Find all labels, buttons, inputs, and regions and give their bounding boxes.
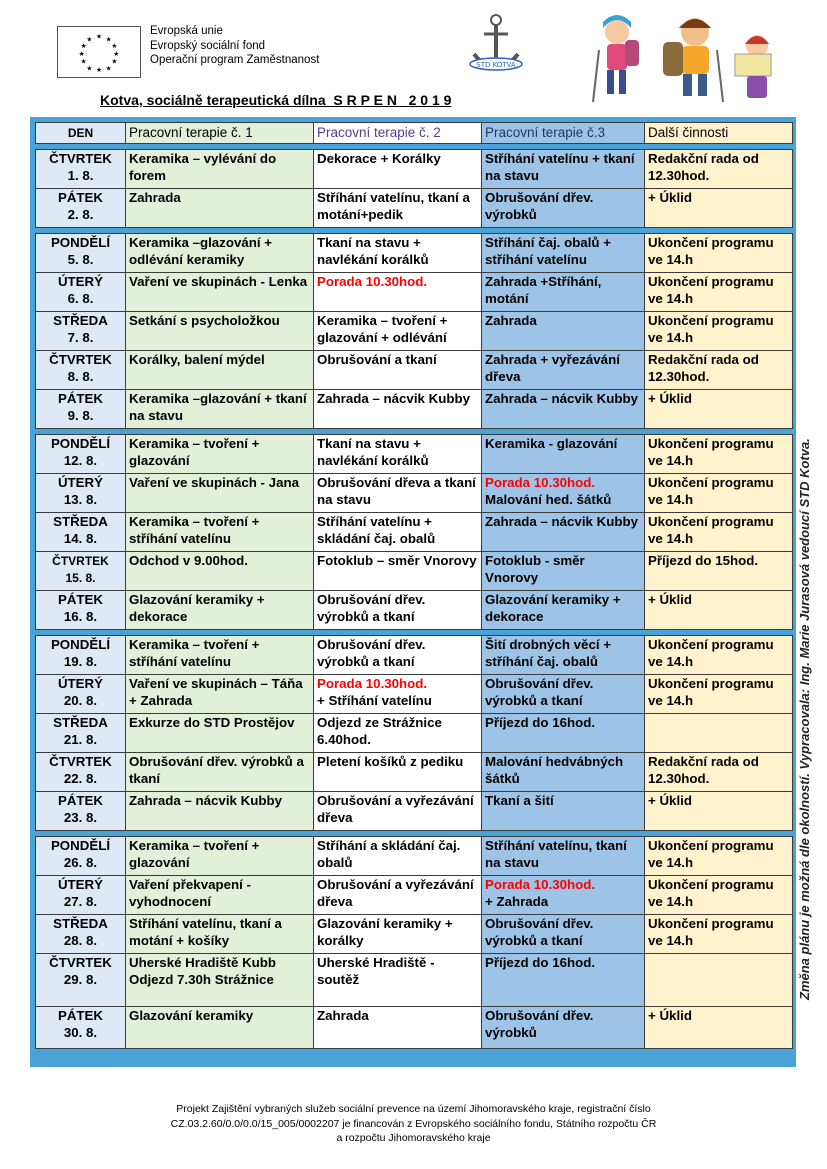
table-row bbox=[36, 552, 793, 591]
footer bbox=[0, 1102, 827, 1146]
day-name: ČTVRTEK bbox=[49, 151, 112, 166]
day-cell bbox=[36, 636, 126, 675]
activity-cell: + Úklid bbox=[645, 792, 793, 831]
activity-cell: Keramika - glazování bbox=[482, 435, 645, 474]
day-date: 19. 8. bbox=[63, 653, 98, 669]
activity-cell: Glazování keramiky + dekorace bbox=[126, 591, 314, 630]
table-row bbox=[36, 1007, 793, 1049]
day-date: 8. 8. bbox=[67, 368, 94, 384]
day-date: 14. 8. bbox=[63, 530, 98, 546]
day-name: PONDĚLÍ bbox=[50, 436, 111, 451]
table-row bbox=[36, 390, 793, 429]
day-cell bbox=[36, 675, 126, 714]
table-row bbox=[36, 513, 793, 552]
column-header: Pracovní terapie č.3 bbox=[482, 123, 645, 144]
activity-cell bbox=[482, 876, 645, 915]
svg-text:★: ★ bbox=[80, 42, 87, 51]
activity-cell: Glazování keramiky bbox=[126, 1007, 314, 1049]
day-name: PONDĚLÍ bbox=[50, 637, 111, 652]
day-name: PONDĚLÍ bbox=[50, 838, 111, 853]
table-row bbox=[36, 915, 793, 954]
activity-cell: Stříhání vatelínu + skládání čaj. obalů bbox=[314, 513, 482, 552]
activity-cell: Vaření ve skupinách - Jana bbox=[126, 474, 314, 513]
activity-cell: Ukončení programu ve 14.h bbox=[645, 837, 793, 876]
day-cell bbox=[36, 474, 126, 513]
activity-cell: + Úklid bbox=[645, 189, 793, 228]
day-date: 27. 8. bbox=[63, 893, 98, 909]
day-date: 6. 8. bbox=[67, 290, 94, 306]
table-row bbox=[36, 837, 793, 876]
page-title: Kotva, sociálně terapeutická dílna S R P E N 2 0 1 9 bbox=[100, 92, 452, 108]
activity-cell: Zahrada – nácvik Kubby bbox=[482, 390, 645, 429]
day-name: PÁTEK bbox=[57, 1008, 104, 1023]
table-row bbox=[36, 312, 793, 351]
activity-cell: Zahrada bbox=[126, 189, 314, 228]
day-cell bbox=[36, 837, 126, 876]
day-cell bbox=[36, 312, 126, 351]
day-name: STŘEDA bbox=[53, 715, 108, 730]
day-name: ÚTERÝ bbox=[57, 877, 104, 892]
activity-cell: Obrušování dřev. výrobků a tkaní bbox=[314, 591, 482, 630]
day-name: PÁTEK bbox=[57, 190, 104, 205]
activity-cell: Malování hedvábných šátků bbox=[482, 753, 645, 792]
meeting-text: Porada 10.30hod. bbox=[485, 877, 596, 892]
svg-text:★: ★ bbox=[105, 64, 112, 73]
activity-cell: Zahrada – nácvik Kubby bbox=[314, 390, 482, 429]
day-name: STŘEDA bbox=[53, 514, 108, 529]
table-row bbox=[36, 351, 793, 390]
activity-cell: Obrušování dřev. výrobků bbox=[482, 189, 645, 228]
eu-program-text bbox=[150, 24, 319, 68]
table-row bbox=[36, 714, 793, 753]
day-cell bbox=[36, 915, 126, 954]
table-row bbox=[36, 753, 793, 792]
svg-text:★: ★ bbox=[111, 42, 118, 51]
day-date: 20. 8. bbox=[63, 692, 98, 708]
activity-cell: Keramika – tvoření + stříhání vatelínu bbox=[126, 513, 314, 552]
day-date: 29. 8. bbox=[63, 971, 98, 987]
activity-cell bbox=[314, 675, 482, 714]
activity-cell: Ukončení programu ve 14.h bbox=[645, 915, 793, 954]
day-date: 5. 8. bbox=[67, 251, 94, 267]
activity-cell: Redakční rada od 12.30hod. bbox=[645, 753, 793, 792]
activity-cell: Zahrada bbox=[482, 312, 645, 351]
day-name: STŘEDA bbox=[53, 916, 108, 931]
day-cell bbox=[36, 273, 126, 312]
day-cell bbox=[36, 435, 126, 474]
table-row bbox=[36, 234, 793, 273]
day-date: 1. 8. bbox=[67, 167, 94, 183]
day-cell bbox=[36, 513, 126, 552]
activity-cell: Obrušování dřev. výrobků a tkaní bbox=[314, 636, 482, 675]
day-date: 30. 8. bbox=[63, 1024, 98, 1040]
day-name: PÁTEK bbox=[57, 391, 104, 406]
activity-cell bbox=[482, 474, 645, 513]
day-date: 16. 8. bbox=[63, 608, 98, 624]
day-date: 9. 8. bbox=[67, 407, 94, 423]
svg-text:★: ★ bbox=[111, 57, 118, 66]
table-row bbox=[36, 474, 793, 513]
svg-text:★: ★ bbox=[95, 66, 103, 75]
activity-cell: Ukončení programu ve 14.h bbox=[645, 474, 793, 513]
footer-line: a rozpočtu Jihomoravského kraje bbox=[336, 1132, 491, 1144]
day-date: 2. 8. bbox=[67, 206, 94, 222]
activity-cell: Obrušování dřev. výrobků a tkaní bbox=[482, 915, 645, 954]
table-row bbox=[36, 675, 793, 714]
day-name: ÚTERÝ bbox=[57, 676, 104, 691]
day-name: PONDĚLÍ bbox=[50, 235, 111, 250]
table-row bbox=[36, 792, 793, 831]
day-cell bbox=[36, 753, 126, 792]
activity-cell: Tkaní na stavu + navlékání korálků bbox=[314, 234, 482, 273]
day-cell bbox=[36, 351, 126, 390]
meeting-text: Porada 10.30hod. bbox=[485, 475, 596, 490]
column-header: Další činnosti bbox=[645, 123, 793, 144]
activity-cell: Redakční rada od 12.30hod. bbox=[645, 150, 793, 189]
day-date: 15. 8. bbox=[65, 570, 96, 585]
activity-cell: Zahrada – nácvik Kubby bbox=[126, 792, 314, 831]
activity-cell: Ukončení programu ve 14.h bbox=[645, 435, 793, 474]
day-name: ČTVRTEK bbox=[49, 955, 112, 970]
day-name: PÁTEK bbox=[57, 592, 104, 607]
table-row bbox=[36, 273, 793, 312]
svg-text:★: ★ bbox=[86, 35, 93, 44]
activity-cell: Keramika –glazování + odlévání keramiky bbox=[126, 234, 314, 273]
day-name: PÁTEK bbox=[57, 793, 104, 808]
activity-cell: Stříhání vatelínu + tkaní na stavu bbox=[482, 150, 645, 189]
activity-cell: Příjezd do 16hod. bbox=[482, 714, 645, 753]
activity-cell: Uherské Hradiště Kubb Odjezd 7.30h Strážnice bbox=[126, 954, 314, 1007]
activity-cell: Šití drobných věcí + stříhání čaj. obalů bbox=[482, 636, 645, 675]
activity-cell: Ukončení programu ve 14.h bbox=[645, 234, 793, 273]
activity-cell: Redakční rada od 12.30hod. bbox=[645, 351, 793, 390]
day-name: ÚTERÝ bbox=[57, 475, 104, 490]
column-header: Pracovní terapie č. 2 bbox=[314, 123, 482, 144]
anchor-logo-icon bbox=[466, 12, 526, 84]
activity-cell bbox=[645, 954, 793, 1007]
day-name: ČTVRTEK bbox=[52, 554, 109, 568]
activity-cell: + Úklid bbox=[645, 390, 793, 429]
column-header: Pracovní terapie č. 1 bbox=[126, 123, 314, 144]
svg-text:★: ★ bbox=[78, 49, 85, 58]
day-cell bbox=[36, 954, 126, 1007]
day-name: ÚTERÝ bbox=[57, 274, 104, 289]
schedule-table bbox=[35, 122, 793, 1049]
activity-cell: Glazování keramiky + korálky bbox=[314, 915, 482, 954]
svg-text:★: ★ bbox=[80, 57, 87, 66]
day-name: ČTVRTEK bbox=[49, 352, 112, 367]
day-date: 22. 8. bbox=[63, 770, 98, 786]
day-cell bbox=[36, 714, 126, 753]
activity-cell: Obrušování a tkaní bbox=[314, 351, 482, 390]
activity-cell: Tkaní a šití bbox=[482, 792, 645, 831]
activity-cell: Fotoklub – směr Vnorovy bbox=[314, 552, 482, 591]
activity-text: + Stříhání vatelínu bbox=[317, 692, 432, 708]
activity-cell: Stříhání čaj. obalů + stříhání vatelínu bbox=[482, 234, 645, 273]
activity-cell: Vaření ve skupinách - Lenka bbox=[126, 273, 314, 312]
day-cell bbox=[36, 591, 126, 630]
activity-cell: Setkání s psycholožkou bbox=[126, 312, 314, 351]
day-date: 7. 8. bbox=[67, 329, 94, 345]
activity-cell: Pletení košíků z pediku bbox=[314, 753, 482, 792]
table-row bbox=[36, 150, 793, 189]
activity-cell: Obrušování a vyřezávání dřeva bbox=[314, 876, 482, 915]
activity-cell: Uherské Hradiště - soutěž bbox=[314, 954, 482, 1007]
activity-cell: Keramika – tvoření + glazování + odlévání bbox=[314, 312, 482, 351]
activity-cell: Vaření ve skupinách – Táňa + Zahrada bbox=[126, 675, 314, 714]
table-row bbox=[36, 876, 793, 915]
activity-cell: Obrušování dřev. výrobků a tkaní bbox=[126, 753, 314, 792]
table-row bbox=[36, 636, 793, 675]
day-name: ČTVRTEK bbox=[49, 754, 112, 769]
activity-cell: Zahrada bbox=[314, 1007, 482, 1049]
table-row bbox=[36, 591, 793, 630]
activity-cell: + Úklid bbox=[645, 1007, 793, 1049]
svg-text:★: ★ bbox=[105, 35, 112, 44]
activity-cell: Stříhání vatelínu, tkaní a motání+pedik bbox=[314, 189, 482, 228]
day-date: 23. 8. bbox=[63, 809, 98, 825]
svg-text:★: ★ bbox=[86, 64, 93, 73]
activity-cell: Exkurze do STD Prostějov bbox=[126, 714, 314, 753]
svg-text:★: ★ bbox=[95, 32, 103, 41]
meeting-text: Porada 10.30hod. bbox=[317, 676, 428, 691]
table-row bbox=[36, 189, 793, 228]
svg-text:★: ★ bbox=[113, 49, 120, 58]
activity-text: Malování hed. šátků bbox=[485, 491, 612, 507]
day-cell bbox=[36, 234, 126, 273]
activity-cell: Dekorace + Korálky bbox=[314, 150, 482, 189]
activity-cell: Ukončení programu ve 14.h bbox=[645, 312, 793, 351]
activity-cell: Keramika – tvoření + glazování bbox=[126, 837, 314, 876]
activity-cell: Keramika –glazování + tkaní na stavu bbox=[126, 390, 314, 429]
day-cell bbox=[36, 876, 126, 915]
activity-cell: Keramika – tvoření + stříhání vatelínu bbox=[126, 636, 314, 675]
day-cell bbox=[36, 390, 126, 429]
hiking-kids-illustration bbox=[585, 10, 785, 106]
day-cell bbox=[36, 189, 126, 228]
activity-cell: Ukončení programu ve 14.h bbox=[645, 876, 793, 915]
day-date: 21. 8. bbox=[63, 731, 98, 747]
activity-cell: Ukončení programu ve 14.h bbox=[645, 273, 793, 312]
day-cell bbox=[36, 552, 126, 591]
activity-cell: Fotoklub - směr Vnorovy bbox=[482, 552, 645, 591]
day-date: 26. 8. bbox=[63, 854, 98, 870]
footer-line: Projekt Zajištění vybraných služeb sociální prevence na území Jihomoravského kraje, registrační číslo bbox=[176, 1103, 651, 1115]
table-row bbox=[36, 954, 793, 1007]
activity-cell: Zahrada +Stříhání, motání bbox=[482, 273, 645, 312]
eu-line: Operační program Zaměstnanost bbox=[150, 54, 320, 66]
day-cell bbox=[36, 150, 126, 189]
eu-flag-icon bbox=[57, 26, 141, 78]
activity-cell: Odchod v 9.00hod. bbox=[126, 552, 314, 591]
table-row bbox=[36, 435, 793, 474]
activity-cell: Vaření překvapení - vyhodnocení bbox=[126, 876, 314, 915]
activity-cell: + Úklid bbox=[645, 591, 793, 630]
activity-cell: Obrušování dřev. výrobků bbox=[482, 1007, 645, 1049]
activity-cell: Ukončení programu ve 14.h bbox=[645, 513, 793, 552]
activity-cell: Keramika – vylévání do forem bbox=[126, 150, 314, 189]
side-note: Změna plánu je možná dle okolností. Vypracovala: Ing. Marie Jurasová vedoucí STD Kotva. bbox=[797, 438, 812, 1000]
meeting-cell: Porada 10.30hod. bbox=[314, 273, 482, 312]
logo-text: STD KOTVA bbox=[476, 61, 516, 69]
activity-cell: Glazování keramiky + dekorace bbox=[482, 591, 645, 630]
activity-cell: Stříhání vatelínu, tkaní a motání + košíky bbox=[126, 915, 314, 954]
activity-cell: Obrušování dřeva a tkaní na stavu bbox=[314, 474, 482, 513]
activity-cell: Stříhání vatelínu, tkaní na stavu bbox=[482, 837, 645, 876]
activity-cell bbox=[645, 714, 793, 753]
activity-cell: Příjezd do 15hod. bbox=[645, 552, 793, 591]
eu-line: Evropská unie bbox=[150, 25, 223, 37]
footer-line: CZ.03.2.60/0.0/0.0/15_005/0002207 je financován z Evropského sociálního fondu, Státního rozpočtu ČR bbox=[170, 1117, 657, 1130]
activity-cell: Obrušování a vyřezávání dřeva bbox=[314, 792, 482, 831]
day-name: STŘEDA bbox=[53, 313, 108, 328]
activity-cell: Korálky, balení mýdel bbox=[126, 351, 314, 390]
activity-text: + Zahrada bbox=[485, 893, 549, 909]
column-header: DEN bbox=[36, 123, 126, 144]
eu-line: Evropský sociální fond bbox=[150, 39, 266, 52]
day-cell bbox=[36, 1007, 126, 1049]
day-date: 28. 8. bbox=[63, 932, 98, 948]
activity-cell: Tkaní na stavu + navlékání korálků bbox=[314, 435, 482, 474]
activity-cell: Stříhání a skládání čaj. obalů bbox=[314, 837, 482, 876]
activity-cell: Zahrada + vyřezávání dřeva bbox=[482, 351, 645, 390]
activity-cell: Zahrada – nácvik Kubby bbox=[482, 513, 645, 552]
activity-cell: Obrušování dřev. výrobků a tkaní bbox=[482, 675, 645, 714]
activity-cell: Keramika – tvoření + glazování bbox=[126, 435, 314, 474]
day-cell bbox=[36, 792, 126, 831]
activity-cell: Odjezd ze Strážnice 6.40hod. bbox=[314, 714, 482, 753]
activity-cell: Ukončení programu ve 14.h bbox=[645, 675, 793, 714]
day-date: 13. 8. bbox=[63, 491, 98, 507]
day-date: 12. 8. bbox=[63, 452, 98, 468]
activity-cell: Příjezd do 16hod. bbox=[482, 954, 645, 1007]
activity-cell: Ukončení programu ve 14.h bbox=[645, 636, 793, 675]
table-header-row bbox=[36, 123, 793, 144]
